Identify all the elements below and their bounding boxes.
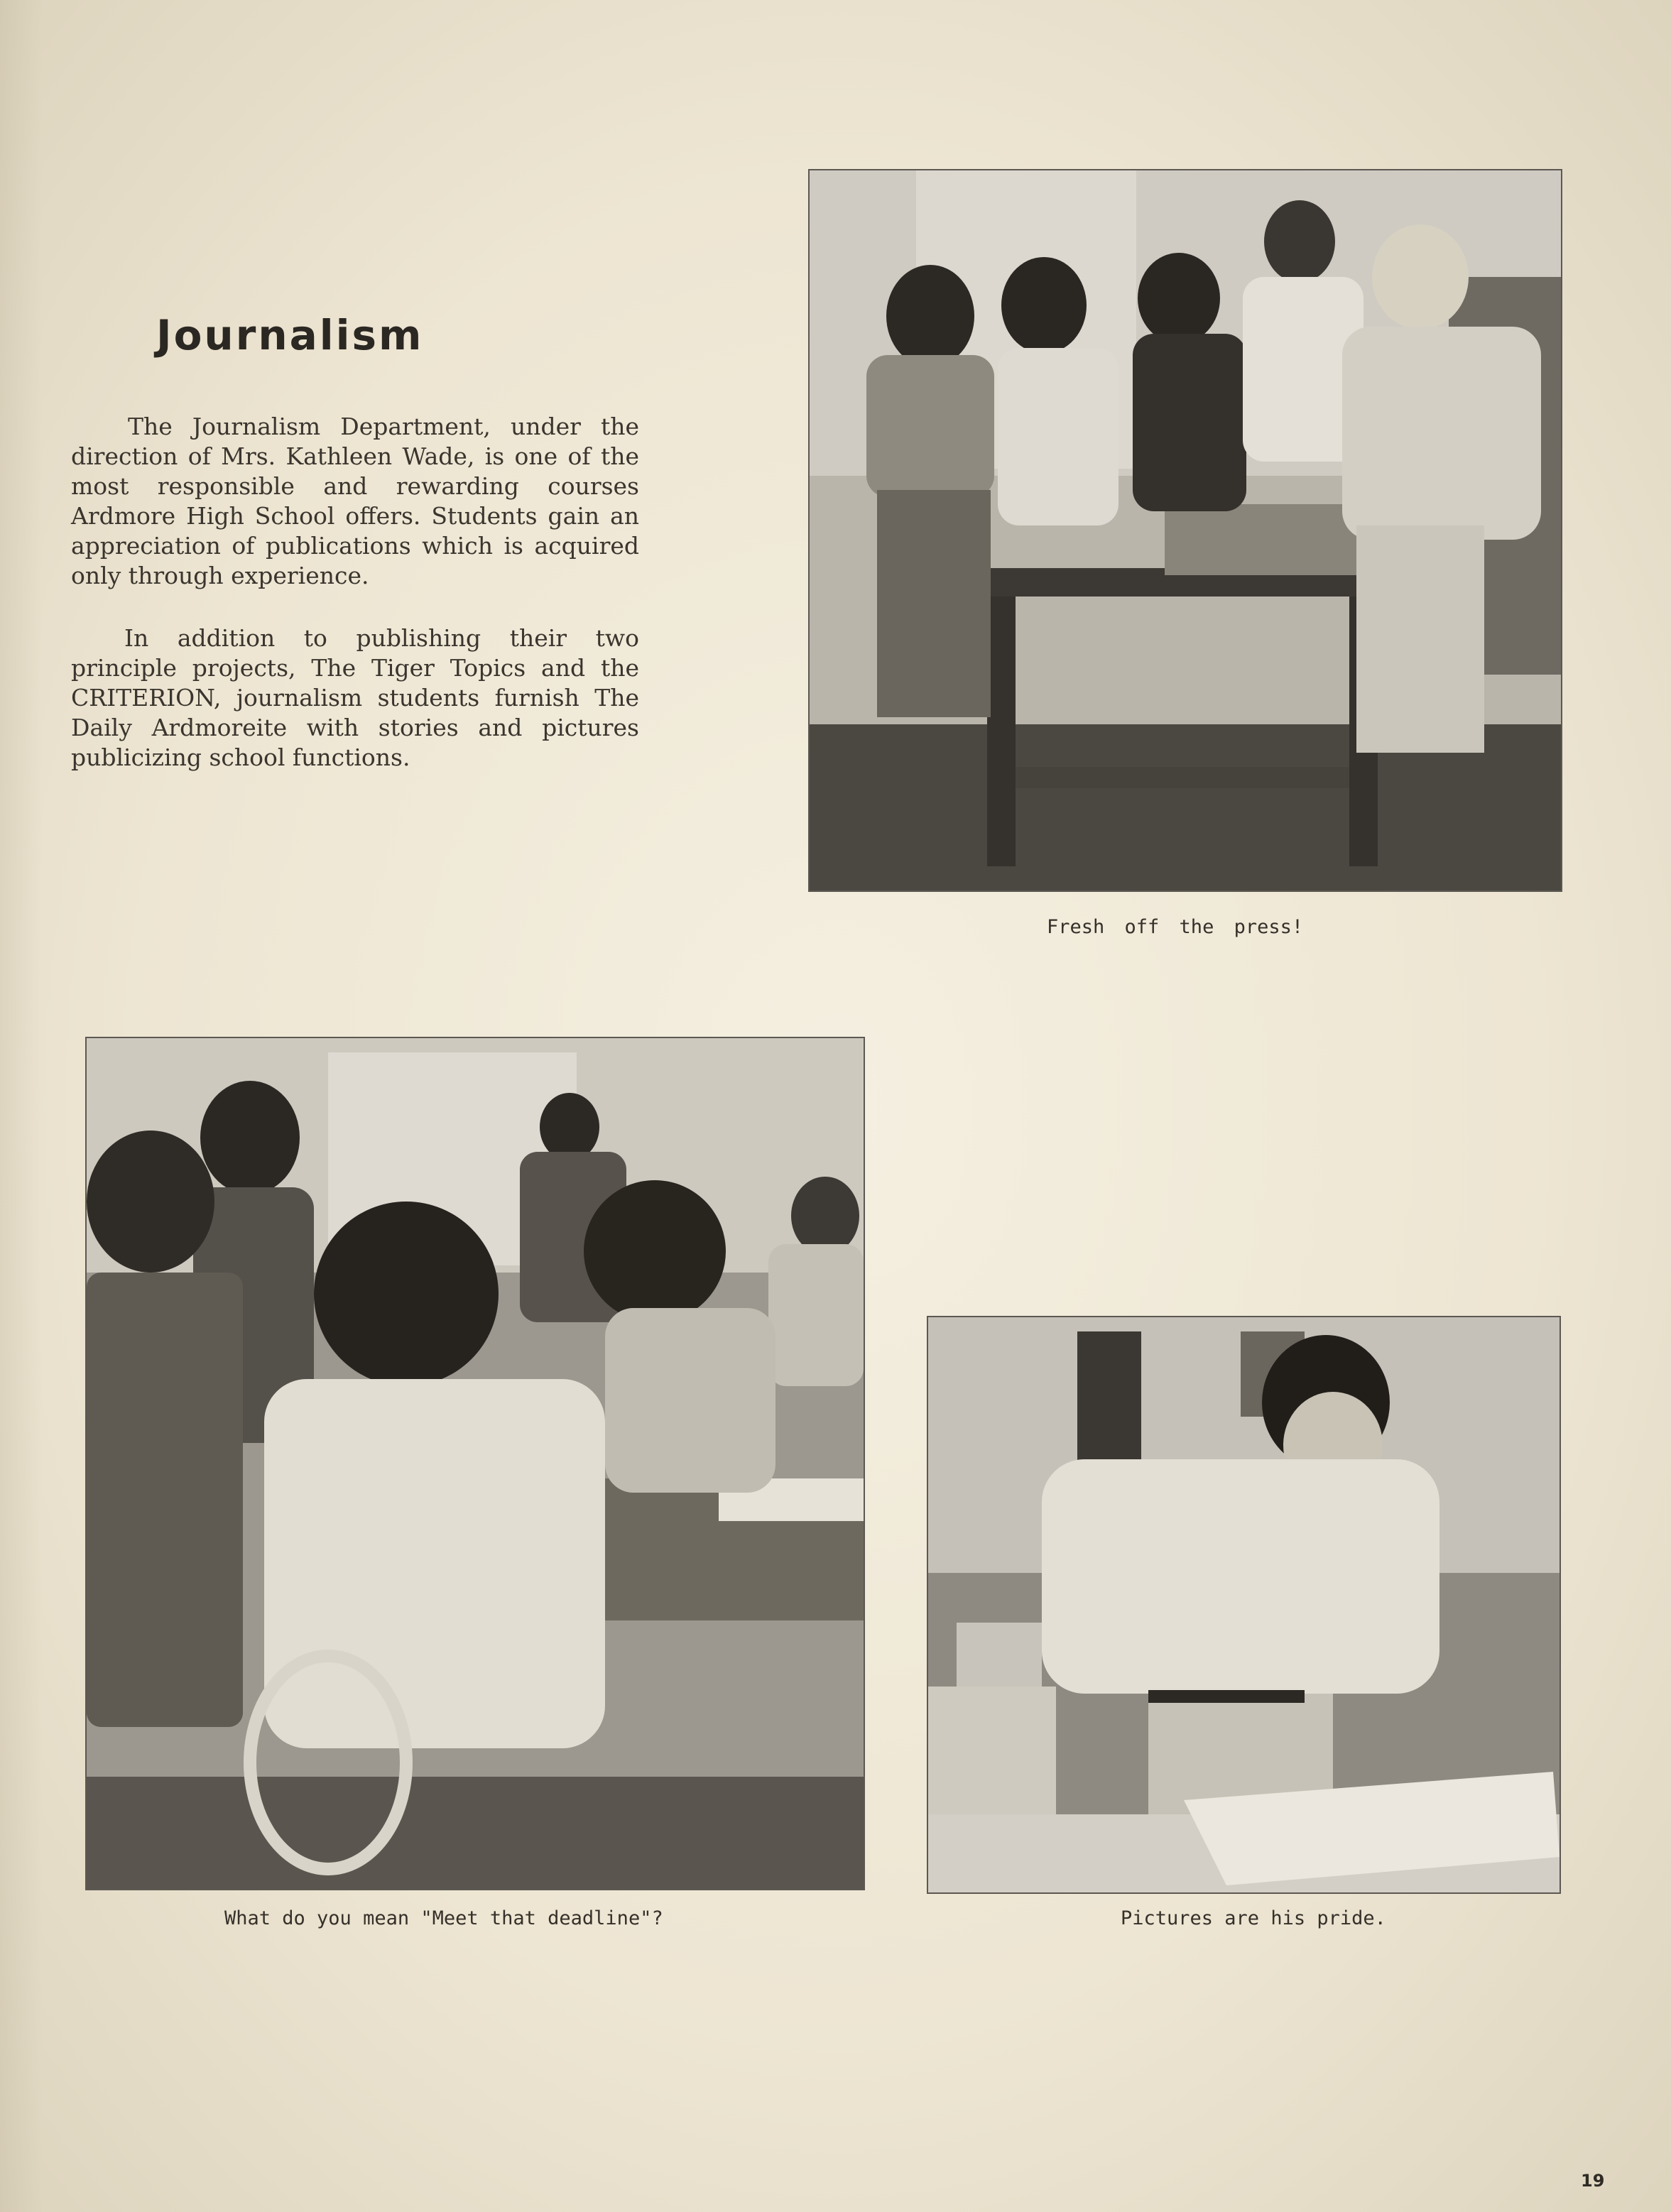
darkroom-photo-caption: Pictures are his pride. bbox=[1121, 1907, 1386, 1929]
classroom-photo bbox=[85, 1037, 865, 1890]
darkroom-photo bbox=[927, 1316, 1561, 1894]
press-photo bbox=[808, 169, 1562, 892]
classroom-photo-caption: What do you mean "Meet that deadline"? bbox=[224, 1907, 663, 1929]
page-number: 19 bbox=[1581, 2171, 1605, 2191]
press-photo-caption: Fresh off the press! bbox=[1047, 916, 1304, 938]
page-heading: Journalism bbox=[156, 311, 424, 359]
projects-paragraph: In addition to publishing their two principle projects, The Tiger Topics and the CRITERION, journalism students furnish The Daily Ardmoreite with stories and pictures publicizing school functions. bbox=[71, 624, 639, 771]
intro-paragraph: The Journalism Department, under the direction of Mrs. Kathleen Wade, is one of the most responsible and rewarding courses Ardmore High School offers. Students gain an appreciation of publications which is acquired only through experience. bbox=[71, 413, 639, 589]
